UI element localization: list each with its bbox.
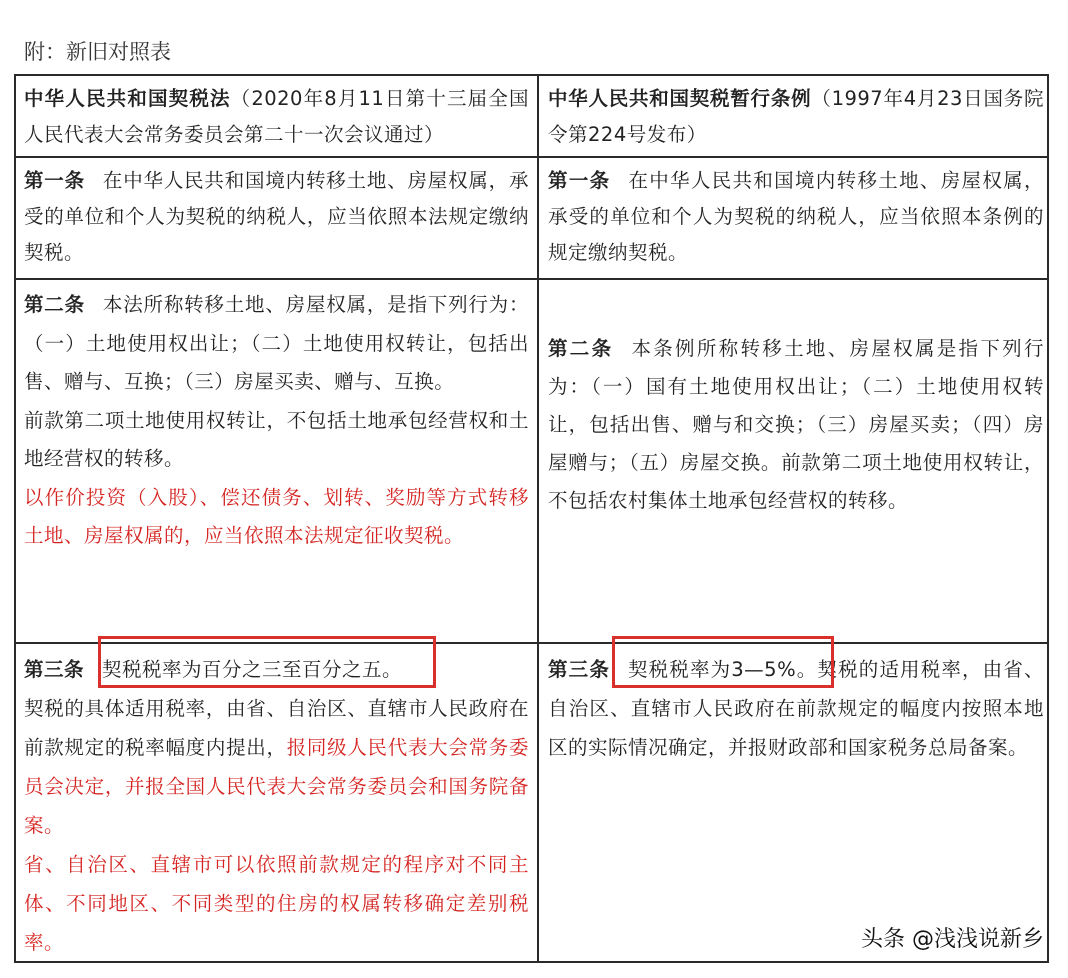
article2-right-label: 第二条 xyxy=(548,337,614,360)
article3-left-label: 第三条 xyxy=(24,658,85,681)
article1-right-label: 第一条 xyxy=(548,169,611,192)
article2-left-red-text: 以作价投资（入股）、偿还债务、划转、奖励等方式转移土地、房屋权属的，应当依照本法规定征收契税。 xyxy=(24,485,529,547)
comparison-table xyxy=(14,74,1049,963)
article1-left-cell xyxy=(24,163,529,271)
header-right-title: 中华人民共和国契税暂行条例 xyxy=(548,87,812,110)
article3-left-highlight: 契税税率为百分之三至百分之五。 xyxy=(102,658,403,681)
header-right-cell xyxy=(548,81,1044,153)
row-divider xyxy=(16,642,1047,644)
article1-right-cell xyxy=(548,163,1044,271)
row-divider xyxy=(16,278,1047,280)
article2-left-text: 本法所称转移土地、房屋权属，是指下列行为：（一）土地使用权出让；（二）土地使用权转让，包括出售、赠与、互换；（三）房屋买卖、赠与、互换。 xyxy=(24,293,529,393)
watermark: 头条 @浅浅说新乡 xyxy=(861,927,1044,952)
article3-left-text: 契税的具体适用税率，由省、自治区、直辖市人民政府在前款规定的税率幅度内提出， xyxy=(24,697,529,759)
article3-left-cell xyxy=(24,650,529,962)
column-divider xyxy=(537,76,539,961)
row-divider xyxy=(16,156,1047,158)
article3-right-cell xyxy=(548,650,1044,767)
article3-left-red-text2: 省、自治区、直辖市可以依照前款规定的程序对不同主体、不同地区、不同类型的住房的权属转移确定差别税率。 xyxy=(24,853,529,954)
article2-left-cell xyxy=(24,286,529,556)
article3-right-label: 第三条 xyxy=(548,658,610,681)
header-left-title: 中华人民共和国契税法 xyxy=(24,87,231,110)
header-right-note: （1997年4月23日国务院令第224号发布） xyxy=(548,87,1044,146)
header-left-cell xyxy=(24,81,529,153)
article3-right-text: 契税的适用税率，由省、自治区、直辖市人民政府在前款规定的幅度内按照本地区的实际情况确定，并报财政部和国家税务总局备案。 xyxy=(548,658,1044,759)
article2-left-label: 第二条 xyxy=(24,293,85,316)
article3-left-red-text1: 报同级人民代表大会常务委员会决定，并报全国人民代表大会常务委员会和国务院备案。 xyxy=(24,736,529,837)
article2-left-text2: 前款第二项土地使用权转让，不包括土地承包经营权和土地经营权的转移。 xyxy=(24,408,529,470)
article1-left-text: 在中华人民共和国境内转移土地、房屋权属，承受的单位和个人为契税的纳税人，应当依照本法规定缴纳契税。 xyxy=(24,169,529,264)
article2-right-text: 本条例所称转移土地、房屋权属是指下列行为：（一）国有土地使用权出让；（二）土地使用权转让，包括出售、赠与和交换；（三）房屋买卖；（四）房屋赠与；（五）房屋交换。前款第二项土地使用权转让，不包括农村集体土地承包经营权的转移。 xyxy=(548,337,1044,512)
article3-right-highlight: 契税税率为3—5%。 xyxy=(627,658,818,681)
article1-right-text: 在中华人民共和国境内转移土地、房屋权属，承受的单位和个人为契税的纳税人，应当依照本条例的规定缴纳契税。 xyxy=(548,169,1044,264)
header-left-note: （2020年8月11日第十三届全国人民代表大会常务委员会第二十一次会议通过） xyxy=(24,87,529,146)
table-caption: 附：新旧对照表 xyxy=(24,40,171,64)
article1-left-label: 第一条 xyxy=(24,169,85,192)
article2-right-cell xyxy=(548,330,1044,520)
